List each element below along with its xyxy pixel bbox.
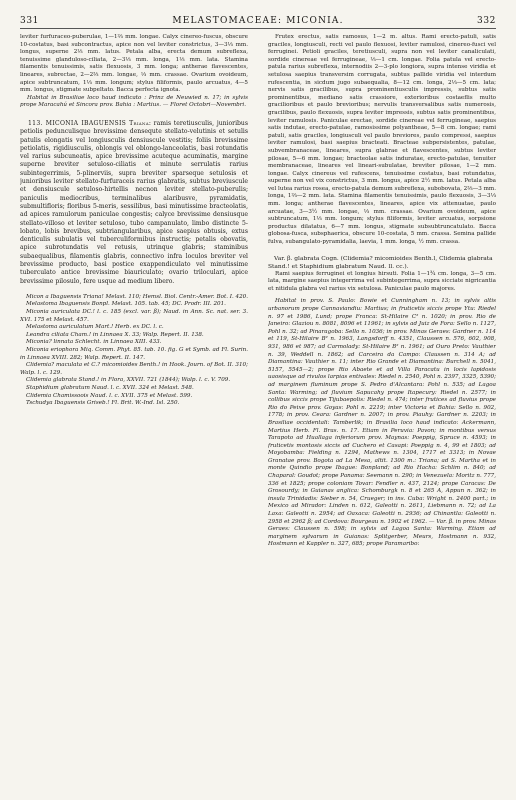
synonym-entry: Staphidium glabratum Naud. l. c. XVII. 324 et Melast. 548.	[26, 385, 194, 391]
variety-description: Rami saepius ferruginei et longius hirsuti. Folia 1—1¾ cm. longa, 3—5 cm. lata, margine saepius integerrima vel subintegerrima, supra sicciate nigricantia et nitidula glabra vel rarius vix setulosa. Paniculae paulo majores.	[268, 270, 496, 292]
synonym-entry: Clidemia? maculata et C.? micomioides Benth.! in Hook. Journ. of Bot. II. 310; Walp. l. c. 129.	[20, 362, 248, 376]
synonym-entry: Micon a Ibaguensis Triana! Melast. 110; Hemsl. Biol. Centr.-Amer. Bot. I. 420.	[26, 293, 248, 300]
synonym-entry: Miconia? linnata Schlecht. in Linnaea XIII. 433.	[26, 339, 162, 346]
intro-habitat: Habitat in Brasiliae loco haud indicato : Prinz de Neuwied n. 17; in sylvis prope Maracahú et Sincora prov. Bahia : Martius. — Floret Octobri—Novembri.	[20, 94, 248, 109]
species-heading: 113. MICONIA IBAGUENSIS Triana	[28, 119, 149, 127]
synonym-entry: Melastoma Ibaguensis Bonpl. Melast. 105. tab. 45; DC. Prodr. III. 201.	[26, 301, 226, 308]
species-diagnosis: : ramis teretiusculis, junioribus petiolis pedunculisque brevissime densequte stellato-velutinis et setulis patulis elongatis vel longiusculis densiuscule vestitis; foliis brevissime petiolatis, rigidiusculis, oblongis vel oblongo-lanceolatis, basi rotundatis vel rarius subcuneatis, apice brevissime acuteque acuminatis, margine superne breviter setuloso-ciliatis et minute serrulatis rarius subintegerrimis, 5-plinerviis, supra breviter sparseque setulosis et junioribus leviter stellato-furfuraceis rarius glabratis, subtus breviuscule et densiuscule setuloso-hirtellis necnon leviter stellato-puberulis; paniculis mediocribus, terminalibus alaribusve, pyramidatis, submultifloris; floribus 5-meris, sessilibus, basi minutissime bracteolatis, ad apices ramulorum paniculae congestis; calyce brevissime densiusque stellato-villoso et leviter setuloso, tubo campanulato, limbo distincte 5-lobato, lobis brevibus, subtriangularibus, apice saepius obtusis, extus denticulis subulatis vel tuberculiformibus instructis; petalis obovatis, apice subrotundatis vel retusis, utrinque glabris; staminibus subaequalibus, filamentis glabris, connectivo infra loculos breviter vel brevissime producto, basi postice exappendiculato vel minutissime tuberculato antice brevissime biauriculato; ovario triloculari, apice brevissime pilosulo, fere usque ad medium libero.	[20, 119, 248, 285]
page-number-right: 332	[477, 16, 496, 26]
right-column	[268, 34, 496, 794]
synonym-entry: Miconia eriophora Miq. Comm. Phyt. 85. tab. 10. fig. G et Symb. ad Fl. Surin. in Linnaea XVIII. 282; Walp. Repert. II. 147.	[20, 347, 248, 361]
synonym-entry: Clidemia glabrata Stand.! in Flora, XXVII. 721 (1844); Walp. l. c. V. 709.	[26, 377, 231, 384]
synonym-entry: Leandra ciliata Cham.! in Linnaea X. 33; Walp. Repert. II. 138.	[26, 331, 204, 338]
synonym-entry: Tschudya Ibaguensis Griseb.! Fl. Brit. W.-Ind. Isl. 250.	[26, 400, 180, 407]
specimen-localities: Habitat in prov. S. Paulo: Bowie et Cunningham n. 13; in sylvis altis urbanorum prope Cannaviandiu: Martius; in fruticetis siccis prope Ytu: Riedel n. 97 et 1986, Lund; prope Franca: St-Hilaire C² n. 1020; in prov. Rio de Janeiro: Glaziou n. 8081, 8096 et 11961; in sylvis ad Juiz de Fora: Sello n. 1127, Pohl n. 32; ad Pinaragoba: Sello n. 1036; in prov. Minas Geraes: Gardner n. 114 et 119, St-Hilaire B² n. 1963, Langsdorff n. 4351, Claussen n. 576, 602, 908, 931, 986 et 987; ad Carmolady: St-Hilaire B² n. 1961; ad Ouro Preto: Vauthier n. 39, Weddell n. 1862; ad Carceira da Campo: Claussen n. 314 A; ad Diamantina: Vauthier n. 11; inter Rio Grande et Diamantina: Burchell n. 5041, 5157, 5545—2; prope Rio Abaete et ad Villa Paracatu in locis lapidosis uaosisque ad rivulos larpias entivales: Riedel n. 2540, Pohl n. 2397, 3325, 5390; ad marginem fluminum prope S. Pedro d'Alcantara: Pohl n. 535; ad Lagoa Santa: Warming; ad ſluvium Sapucahy prope Itapecury: Riedel n. 2577; in collibus siccis prope Tijubaepolis: Riedel n. 474; inter frutices ad fluvius prope Rio do Peixe prov. Goyas: Pohl n. 2219; inter Victoria et Bahia: Sello n. 902, 1778; in prov. Ceara: Gardner n. 2007; in prov. Piauhy: Gardner n. 2203; in Brasiliae occidentali: Tamberlik; in Brasilia loco haud indicato: Ackermann, Martius Herb. Fl. Bras. n. 17. Etiam in Peruvia: Pavon; in montibus versus Tarapoto ad Huallaga inferiorum prov. Maynas: Poeppig, Spruce n. 4593; in fruticetis montosis siccis ad Cuchero et Casapi: Poeppig n. 4, 99 et 1803; ad Moyobamba: Fielding n. 1294, Mathews n. 1304, 1717 et 3313; in Novae Granatae prov. Bogota ad La Mesa, altit. 1300 m.: Triana; ad S. Martha et in monte Quindio prope Ibague: Bonpland; ad Rio Hacha: Schlim n. 840; ad Chaparal: Goudot; prope Panama: Seemann n. 290; in Venezuela: Moritz n. 777, 336 et 1825; prope coloniam Tovar: Fendler n. 437, 2124; prope Caracas: De Grosourdy; in Guianas anglica: Schomburgk n. 8 et 265 A, Appun n. 362; in insula Trinidadis: Sieber n. 54, Crueger; in ins. Cuba: Wright n. 2400 part.; in Mexico ad Mirador: Linden n. 612, Galeotti n. 2611, Liebmann n. 72; ad La Laxa: Galeotti n. 2954; ad Oaxaca: Galeotti n. 2936; ad Chinantla: Galeotti n. 2958 et 2962 β; ad Cordova: Bourgeau n. 1902 et 1962. — Var. β. in prov. Minas Geraes: Claussen n. 598; in sylvis ad Lagoa Santa: Warming. Etiam ad marginem sylvarum in Guianas: Splitgerber, Meurs, Hostmann n. 932, Hostmann et Kappler n. 327, 685; prope Paramaribo:	[268, 298, 496, 548]
page-number-left: 331	[20, 16, 39, 26]
left-column	[20, 34, 248, 794]
page-header	[20, 10, 496, 26]
species-description: Frutex erectus, satis ramosus, 1—2 m. altus. Rami erecto-patuli, satis graciles, longiusculi, recti vel paulo flexuosi, leviter ramulosi, cinereo-fusci vel ferruginei. Petioli graciles, teretiusculi, supra non vel leviter canaliculati, sordide cinereae vel ferrugineae, ⅓—1 cm. longae. Folia patula vel erecto-patula rarius subreflexa, internodiis 2—3-plo longiora, supra intense viridia et setulosa saepius transversim corrugata, subtus pallide viridia vel interdum rufescentia, in sicdum jugo subaequalia, 8—12 cm. longa, 2⅓—5 cm. lata; nervis satis gracilibus, supra prominentiusculis impressis, subtus satis prominentibus, mediano satis crassiore, exterioribus costaeflis multo gracilioribus et paulo brevioribus; nervulis transversalibus satis numerosis, gracilibus, paulo flexuosis, supra leviter impressis, subtus satis prominentibus, leviter ramulosis. Paniculae erectae, sordide cinereae vel ferrugineae, saepius satis indutae, erecto-patulae, ramosissime polyantheae, 5—8 cm. longae; rami patuli, satis graciles, longiusculi vel paulo breviores, paulo compressi, saepius leviter ramulosi, basi saepius bracteati. Bracteae subpersistentes, patulae, subvembranaceae, lineares, supra glabrae et flavescentes, subtus leviter pilosae, 5—6 mm. longae; bracteolae satis induratae, erecto-patulae, tenuiter membranaceae, lineares vel lineari-subulatae, breviter pilosae, 1—2 mm. longae. Calyx cinereus vel rufescens, tenuissime costatus, basi rotundatus, superne non vel vix constrictus, 3 mm. longus, apice 2½ mm. latus. Petala alba vel lutea rarius rosea, erecto-patula demum subreflexa, subobovata, 2⅔—3 mm. longa, 1⅔—2 mm. lata. Stamina filamentis tenuissimis, paulo flexuosis, 3—3⅓ mm. longa; antherae flavescentes, lineares, apice vix attenuatae, paulo arcuatae, 3—3½ mm. longae, ⅓ mm. crassae. Ovarium ovoideum, apice subtruncatum, 1⅓ mm. longum; stylus filiformis, leviter arcuatus, sorpsione productus dilatatus, 6—7 mm. longus, stigmate subsubtruncatulato. Bacca globosa-fusca, subsphaerica, obscure 10-costata, 5 mm. crassa. Semina pallide fulva, subangulato-pyramidalia, laevia, 1 mm. longa, ½ mm. crassa.	[268, 34, 496, 246]
running-title: MELASTOMACEAE: MICONIA.	[172, 16, 344, 26]
variety-heading: Var. β. glabrata Cogn. (Clidemia? micomioides Benth.l, Clidemia glabrata Stand.! et Staphidium glabratum Naud. ll. cc.).	[268, 255, 493, 270]
intro-description: leviter furfuraceo-puberulae, 1—1⅔ mm. longae. Calyx cinereo-fuscus, obscure 10-costatus, basi subcontractus, apice non vel leviter constrictus, 3—3⅓ mm. longus, superne 2⅓ mm. latus. Petala alba, erecta demum subreflexa, tenuissime glanduloso-ciliata, 2—3⅓ mm. longa, 1⅓ mm. lata. Stamina filamentis tenuissimis, satis flexuosis, 3 mm. longa; antherae flavescentes, lineares, subrectae, 2—2⅔ mm. longae, ⅓ mm. crassae. Ovarium ovoideum, apice subtruncatum, 1⅓ mm. longum; stylus filiformis, paulo arcuatus, 4—5 mm. longus, stigmate subpeltato. Bacca perfecta ignota.	[20, 34, 248, 94]
species-entry	[20, 120, 248, 286]
synonym-entry: Melastoma auriculatum Mart.! Herb. ex DC. l. c.	[26, 324, 164, 331]
synonym-entry: Clidemia Chamissoois Naud. l. c. XVII. 375 et Melast. 599.	[26, 392, 193, 399]
synonym-list	[20, 294, 248, 408]
header-rule	[20, 28, 496, 29]
synonym-entry: Miconia auriculata DC.! l. c. 185 (excl. var. β); Naud. in Ann. Sc. nat. ser. 3. XVI. 175 et Melast. 457.	[20, 309, 248, 323]
